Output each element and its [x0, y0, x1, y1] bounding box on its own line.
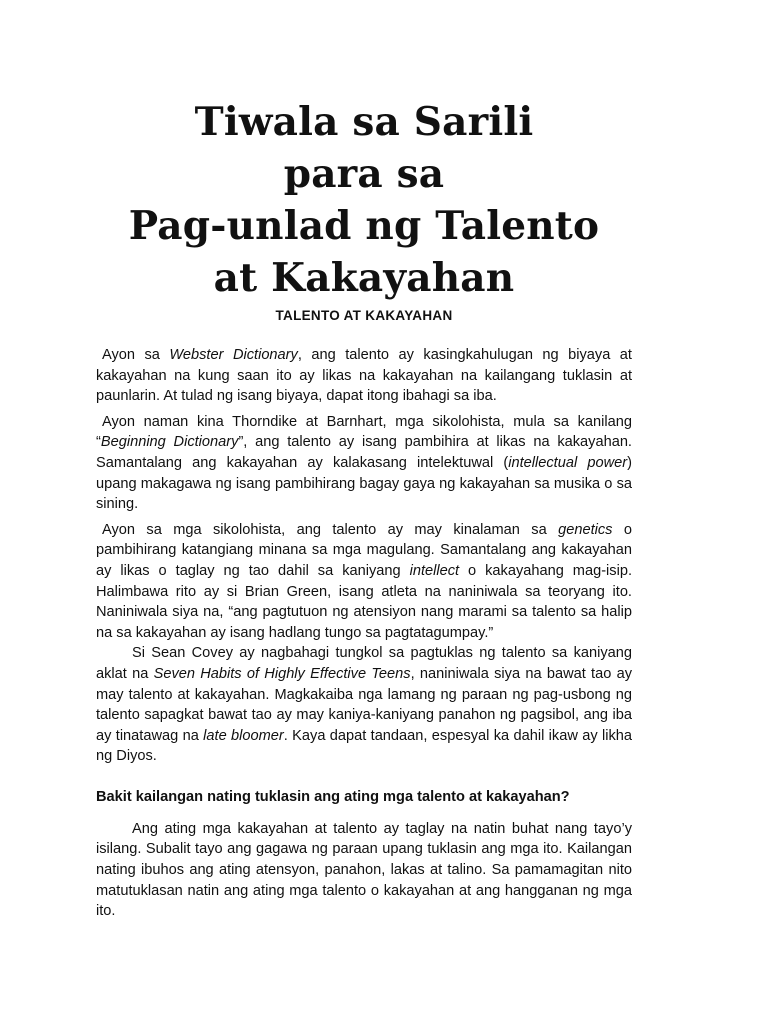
- p1-italic-webster: Webster Dictionary: [169, 347, 298, 363]
- section-subtitle: TALENTO AT KAKAYAHAN: [275, 308, 453, 323]
- p4-italic-late-bloomer: late bloomer: [203, 727, 284, 744]
- p4-text-e: . Kaya dapat tandaan, espesyal ka dahil ikaw ay likha ng Diyos.: [96, 727, 632, 765]
- paragraph-thorndike: [96, 412, 632, 515]
- p4-italic-book: Seven Habits of Highly Effective Teens: [153, 665, 411, 682]
- p2-text-c: ”, ang talento ay isang pambihira at likas na kakayahan. Samantalang ang kakayahan ay kalakasang intelektuwal (: [96, 434, 632, 471]
- document-page: [96, 96, 632, 922]
- p2-italic-intellectual: intellectual power: [508, 454, 628, 471]
- p3-text-e: o kakayahang mag-isip. Halimbawa rito ay si Brian Green, isang atleta na naniniwala sa teoryang ito. Naniniwala siya na, “ang pagtutuon ng atensiyon nang marami sa talento sa halip na sa kakayahan ay isang hadlang tungo sa pagtatagumpay.”: [96, 562, 633, 641]
- paragraph-sikolohista: [96, 520, 632, 644]
- p1-text-c: , ang talento ay kasingkahulugan ng biyaya at kakayahan na kung saan ito ay likas na kakayahan na kailangang tuklasin at paunlarin. At tulad ng isang biyaya, dapat itong ibahagi sa iba.: [96, 347, 632, 405]
- p3-italic-genetics: genetics: [558, 521, 613, 538]
- paragraph-covey: [96, 643, 632, 767]
- title-line-2: para sa: [283, 151, 445, 197]
- p4-text-c: , naniniwala siya na bawat tao ay may talento at kakayahan. Magkakaiba nga lamang ng paraan ng pag-usbong ng talento sapagkat bawat tao ay may kaniya-kaniyang panahon ng pagsibol, ang iba ay tinatawag na: [96, 665, 633, 744]
- p3-italic-intellect: intellect: [409, 562, 460, 579]
- p2-text-e: ) upang makagawa ng isang pambihirang bagay gaya ng kakayahan sa musika o sa sining.: [96, 454, 632, 513]
- paragraph-webster: [96, 345, 632, 407]
- p2-text-a: Ayon naman kina Thorndike at Barnhart, mga sikolohista, mula sa kanilang “: [96, 413, 632, 451]
- page-title: [96, 96, 632, 304]
- title-line-3: Pag-unlad ng Talento: [128, 203, 600, 249]
- p2-italic-beginning: Beginning Dictionary: [100, 434, 239, 451]
- paragraph-tuklasin: Ang ating mga kakayahan at talento ay taglay na natin buhat nang tayo’y isilang. Subalit tayo ang gagawa ng paraan upang tuklasin ang mga ito. Kailangan nating ibuhos ang ating atensyon, panahon, lakas at talino. Sa pamamagitan nito matutuklasan natin ang ating mga talento o kakayahan at ang hangganan ng mga ito.: [96, 820, 632, 920]
- question-heading: Bakit kailangan nating tuklasin ang ating mga talento at kakayahan?: [96, 788, 570, 805]
- p3-text-a: Ayon sa mga sikolohista, ang talento ay may kinalaman sa: [102, 521, 559, 538]
- title-line-1: Tiwala sa Sarili: [194, 99, 534, 145]
- p1-text-a: Ayon sa: [102, 347, 170, 363]
- p4-text-a: Si Sean Covey ay nagbahagi tungkol sa pagtuklas ng talento sa kaniyang aklat na: [96, 645, 632, 682]
- p3-text-c: o pambihirang katangiang minana sa mga magulang. Samantalang ang kakayahan ay likas o taglay ng tao dahil sa kaniyang: [96, 521, 633, 579]
- title-line-4: at Kakayahan: [213, 255, 515, 301]
